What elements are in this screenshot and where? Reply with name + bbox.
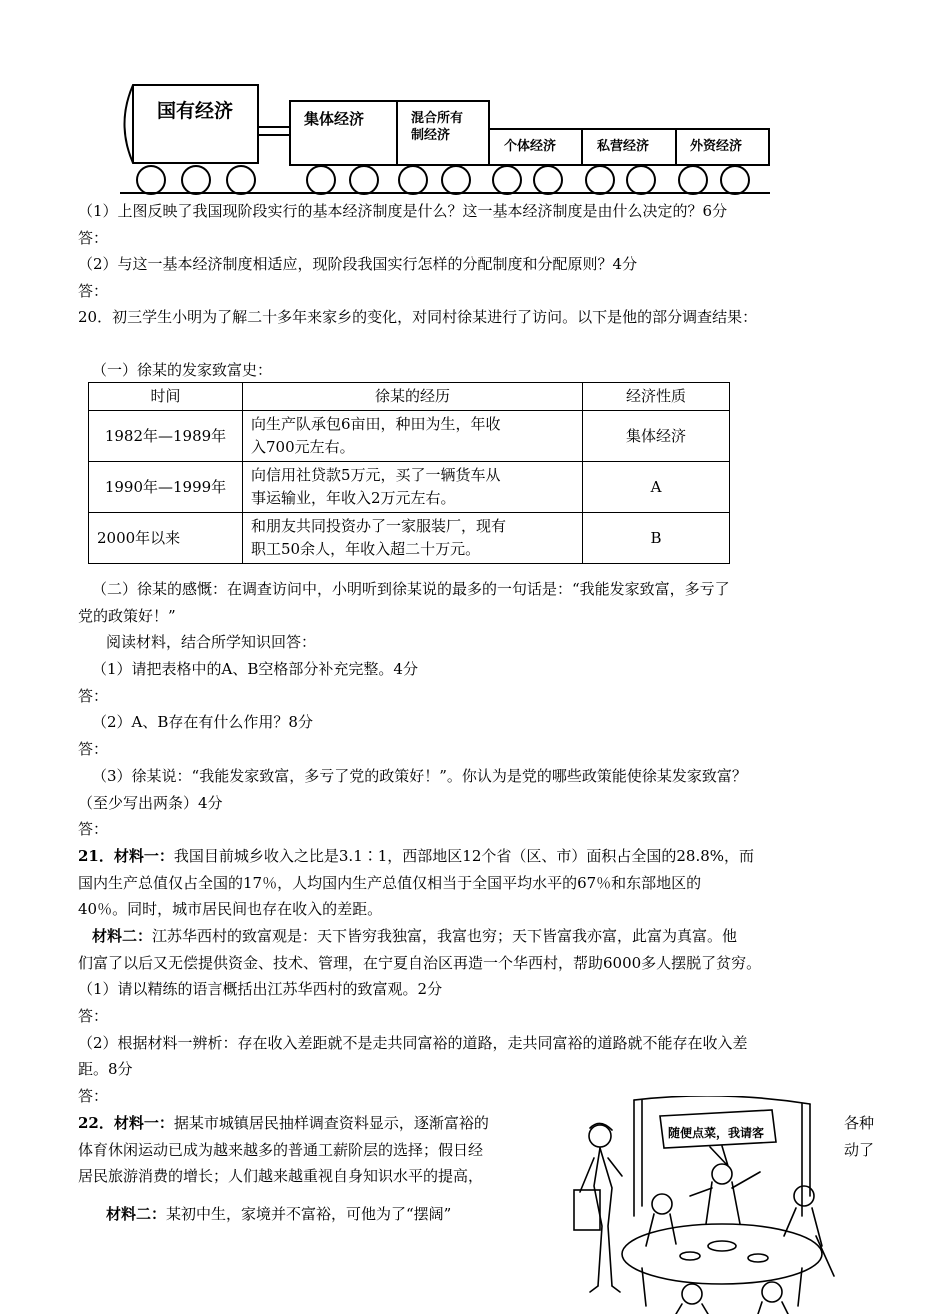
train-car-mixed-economy-line1: 混合所有: [411, 111, 464, 126]
q20-q2: （2）A、B存在有什么作用？8分: [92, 713, 313, 731]
q19-part1: （1）上图反映了我国现阶段实行的基本经济制度是什么？这一基本经济制度是由什么决定的？6分: [78, 202, 728, 220]
table-header: 徐某的经历: [243, 383, 583, 411]
q22-material2-line1: 材料二：某初中生，家境并不富裕，可他为了“摆阔”: [106, 1205, 452, 1223]
train-car-collective-economy: 集体经济: [304, 110, 365, 128]
q20-answer2: 答：: [78, 740, 109, 758]
q20-answer3: 答：: [78, 820, 109, 838]
table-row: [89, 513, 730, 564]
table-cell-nature: B: [583, 513, 730, 564]
train-car-mixed-economy-line2: 制经济: [411, 128, 451, 143]
q22-material1-line2b: 动了: [844, 1141, 875, 1159]
q21-material1-line1: 21．材料一：我国目前城乡收入之比是3.1∶1，西部地区12个省（区、市）面积占全国的28.8%，而: [78, 847, 755, 865]
table-cell-experience: 向信用社贷款5万元，买了一辆货车从 事运输业，年收入2万元左右。: [243, 462, 583, 513]
q19-answer2: 答：: [78, 282, 109, 300]
q20-q3-line2: （至少写出两条）4分: [78, 794, 223, 812]
table-cell-experience: 和朋友共同投资办了一家服装厂，现有 职工50余人，年收入超二十万元。: [243, 513, 583, 564]
q22-material1-line1b: 各种: [844, 1114, 875, 1132]
q19-part2: （2）与这一基本经济制度相适应，现阶段我国实行怎样的分配制度和分配原则？4分: [78, 255, 638, 273]
table-header: 经济性质: [583, 383, 730, 411]
q20-q1: （1）请把表格中的A、B空格部分补充完整。4分: [92, 660, 418, 678]
q22-material1-line1a: 22．材料一：据某市城镇居民抽样调查资料显示，逐渐富裕的: [78, 1114, 489, 1132]
table-cell-time: 1990年—1999年: [89, 462, 243, 513]
q22-material1-line2a: 体育休闲运动已成为越来越多的普通工薪阶层的选择；假日经: [78, 1141, 484, 1159]
q20-sub1: （一）徐某的发家致富史：: [92, 361, 273, 379]
q21-material1-line2: 国内生产总值仅占全国的17％，人均国内生产总值仅相当于全国平均水平的67％和东部地区的: [78, 874, 702, 892]
q21-q1: （1）请以精练的语言概括出江苏华西村的致富观。2分: [78, 980, 443, 998]
train-car-state-economy: 国有经济: [157, 100, 234, 122]
table-row: [89, 411, 730, 462]
table-cell-time: 1982年—1989年: [89, 411, 243, 462]
train-car-foreign-economy: 外资经济: [690, 139, 743, 154]
q20-sub2-line1: （二）徐某的感慨：在调查访问中，小明听到徐某说的最多的一句话是：“我能发家致富，多亏了: [92, 580, 730, 598]
q20-q3-line1: （3）徐某说：“我能发家致富，多亏了党的政策好！”。你认为是党的哪些政策能使徐某发家致富？: [92, 767, 747, 785]
q22-material1-line3: 居民旅游消费的增长；人们越来越重视自身知识水平的提高，: [78, 1167, 484, 1185]
q21-answer1: 答：: [78, 1007, 109, 1025]
table-cell-experience: 向生产队承包6亩田，种田为生，年收 入700元左右。: [243, 411, 583, 462]
table-cell-nature: 集体经济: [583, 411, 730, 462]
cartoon-caption: 随便点菜，我请客: [668, 1126, 765, 1140]
table-header-row: [89, 383, 730, 411]
q19-answer1: 答：: [78, 229, 109, 247]
train-car-individual-economy: 个体经济: [504, 139, 557, 154]
q20-answer1: 答：: [78, 687, 109, 705]
q20-read: 阅读材料，结合所学知识回答：: [106, 633, 317, 651]
q21-material2-line2: 们富了以后又无偿提供资金、技术、管理，在宁夏自治区再造一个华西村，帮助6000多人摆脱了贫穷。: [78, 954, 762, 972]
q20-intro: 20．初三学生小明为了解二十多年来家乡的变化，对同村徐某进行了访问。以下是他的部分调查结果：: [78, 308, 758, 326]
history-table: [88, 382, 730, 564]
q21-material1-line3: 40％。同时，城市居民间也存在收入的差距。: [78, 900, 383, 918]
q20-sub2-line2: 党的政策好！”: [78, 607, 176, 625]
table-header: 时间: [89, 383, 243, 411]
q21-answer2: 答：: [78, 1087, 109, 1105]
q21-q2-line1: （2）根据材料一辨析：存在收入差距就不是走共同富裕的道路，走共同富裕的道路就不能存在收入差: [78, 1034, 748, 1052]
train-car-private-economy: 私营经济: [597, 139, 650, 154]
q21-material2-line1: 材料二：江苏华西村的致富观是：天下皆穷我独富，我富也穷；天下皆富我亦富，此富为真富。他: [92, 927, 738, 945]
table-cell-time: 2000年以来: [89, 513, 243, 564]
table-cell-nature: A: [583, 462, 730, 513]
table-row: [89, 462, 730, 513]
economy-train-diagram: [0, 0, 950, 200]
q21-q2-line2: 距。8分: [78, 1060, 133, 1078]
